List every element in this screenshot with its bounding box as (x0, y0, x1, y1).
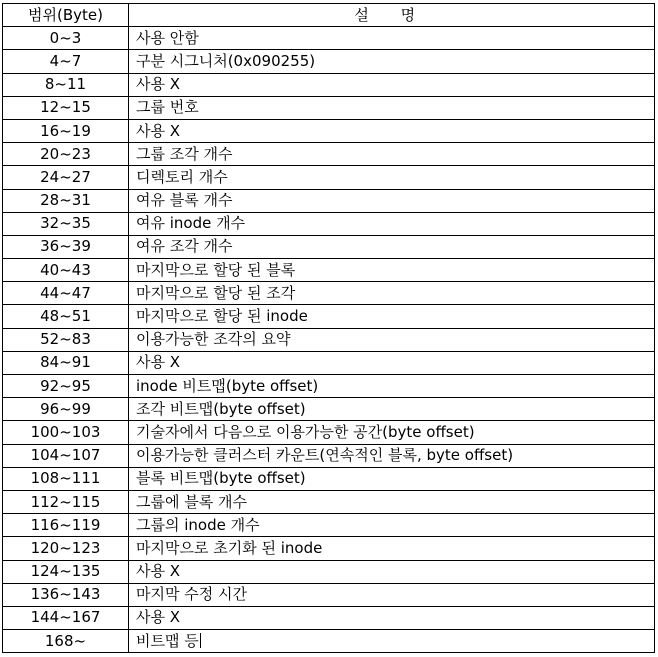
byte-range-cell: 20~23 (3, 143, 129, 166)
description-cell[interactable] (129, 444, 655, 467)
description-cell[interactable] (129, 119, 655, 142)
table-row (3, 212, 655, 235)
description-text: 그룹의 inode 개수 (136, 515, 260, 534)
byte-range-cell: 4~7 (3, 50, 129, 73)
table-row (3, 235, 655, 258)
description-text: 디렉토리 개수 (136, 167, 228, 186)
description-cell[interactable] (129, 189, 655, 212)
byte-range-cell: 28~31 (3, 189, 129, 212)
byte-range-cell: 116~119 (3, 514, 129, 537)
description-text: 사용 X (136, 353, 181, 372)
description-cell[interactable] (129, 73, 655, 96)
description-cell[interactable] (129, 514, 655, 537)
description-cell[interactable] (129, 490, 655, 513)
table-row (3, 50, 655, 73)
table-row (3, 282, 655, 305)
description-text: 사용 X (136, 75, 181, 94)
description-text: 이용가능한 조각의 요약 (136, 330, 291, 349)
byte-range-cell: 120~123 (3, 537, 129, 560)
table-row (3, 490, 655, 513)
table-row (3, 305, 655, 328)
byte-range-cell: 108~111 (3, 467, 129, 490)
table-row (3, 583, 655, 606)
description-text: 마지막으로 할당 된 inode (136, 307, 308, 326)
description-text: 마지막으로 할당 된 블록 (136, 260, 296, 279)
table-row (3, 421, 655, 444)
table-row (3, 630, 655, 653)
byte-range-cell: 136~143 (3, 583, 129, 606)
table-row (3, 27, 655, 50)
description-text: 그룹 번호 (136, 98, 199, 117)
description-text: 그룹 조각 개수 (136, 144, 233, 163)
description-cell[interactable] (129, 96, 655, 119)
description-cell[interactable] (129, 166, 655, 189)
table-row (3, 444, 655, 467)
description-text: 사용 안함 (136, 28, 199, 47)
description-cell[interactable] (129, 305, 655, 328)
byte-range-cell: 36~39 (3, 235, 129, 258)
byte-range-cell: 12~15 (3, 96, 129, 119)
description-cell[interactable] (129, 583, 655, 606)
byte-range-cell: 92~95 (3, 375, 129, 398)
description-text: 비트맵 등 (136, 632, 199, 651)
table-row (3, 189, 655, 212)
byte-range-cell: 100~103 (3, 421, 129, 444)
byte-range-cell: 48~51 (3, 305, 129, 328)
description-cell[interactable] (129, 235, 655, 258)
description-cell[interactable] (129, 27, 655, 50)
table-body (3, 27, 655, 653)
description-text: 여유 블록 개수 (136, 191, 233, 210)
byte-range-cell: 124~135 (3, 560, 129, 583)
description-text: 조각 비트맵(byte offset) (136, 399, 306, 418)
description-cell[interactable] (129, 50, 655, 73)
table-row (3, 73, 655, 96)
description-cell[interactable] (129, 375, 655, 398)
table-row (3, 259, 655, 282)
description-text: 사용 X (136, 608, 181, 627)
byte-range-cell: 32~35 (3, 212, 129, 235)
table-row (3, 537, 655, 560)
table-row (3, 328, 655, 351)
byte-range-cell: 104~107 (3, 444, 129, 467)
byte-range-cell: 8~11 (3, 73, 129, 96)
description-text: 그룹에 블록 개수 (136, 492, 247, 511)
description-cell[interactable] (129, 537, 655, 560)
table-row (3, 514, 655, 537)
byte-layout-table (2, 3, 655, 653)
description-cell[interactable] (129, 606, 655, 629)
description-cell[interactable] (129, 259, 655, 282)
description-cell[interactable] (129, 398, 655, 421)
table-header (3, 4, 655, 27)
table-row (3, 351, 655, 374)
range-column-header: 범위(Byte) (3, 4, 129, 27)
description-cell[interactable] (129, 560, 655, 583)
description-text: 마지막으로 초기화 된 inode (136, 538, 323, 557)
description-column-header: 설 명 (129, 4, 655, 27)
description-cell[interactable] (129, 328, 655, 351)
description-cell[interactable] (129, 351, 655, 374)
byte-range-cell: 84~91 (3, 351, 129, 374)
byte-range-cell: 16~19 (3, 119, 129, 142)
table-row (3, 96, 655, 119)
text-cursor (200, 633, 201, 648)
table-row (3, 606, 655, 629)
byte-range-cell: 44~47 (3, 282, 129, 305)
description-text: 사용 X (136, 562, 181, 581)
description-cell[interactable] (129, 421, 655, 444)
table-row (3, 398, 655, 421)
table-row (3, 166, 655, 189)
table-row (3, 119, 655, 142)
table-row (3, 467, 655, 490)
byte-range-cell: 168~ (3, 630, 129, 653)
byte-range-cell: 112~115 (3, 490, 129, 513)
description-cell[interactable] (129, 212, 655, 235)
description-text: 구분 시그니처(0x090255) (136, 51, 316, 70)
byte-range-cell: 24~27 (3, 166, 129, 189)
byte-range-cell: 144~167 (3, 606, 129, 629)
description-text: 기술자에서 다음으로 이용가능한 공간(byte offset) (136, 422, 475, 441)
description-cell[interactable] (129, 630, 655, 653)
header-row (3, 4, 655, 27)
byte-range-cell: 40~43 (3, 259, 129, 282)
description-cell[interactable] (129, 467, 655, 490)
description-text: 블록 비트맵(byte offset) (136, 469, 306, 488)
description-text: 여유 조각 개수 (136, 237, 233, 256)
description-text: 사용 X (136, 121, 181, 140)
description-text: inode 비트맵(byte offset) (136, 376, 319, 395)
table-row (3, 143, 655, 166)
byte-range-cell: 52~83 (3, 328, 129, 351)
byte-range-cell: 96~99 (3, 398, 129, 421)
description-text: 이용가능한 클러스터 카운트(연속적인 블록, byte offset) (136, 446, 514, 465)
description-cell[interactable] (129, 143, 655, 166)
table-row (3, 560, 655, 583)
table-row (3, 375, 655, 398)
description-text: 마지막으로 할당 된 조각 (136, 283, 296, 302)
description-text: 여유 inode 개수 (136, 214, 246, 233)
byte-range-cell: 0~3 (3, 27, 129, 50)
description-cell[interactable] (129, 282, 655, 305)
description-text: 마지막 수정 시간 (136, 585, 247, 604)
